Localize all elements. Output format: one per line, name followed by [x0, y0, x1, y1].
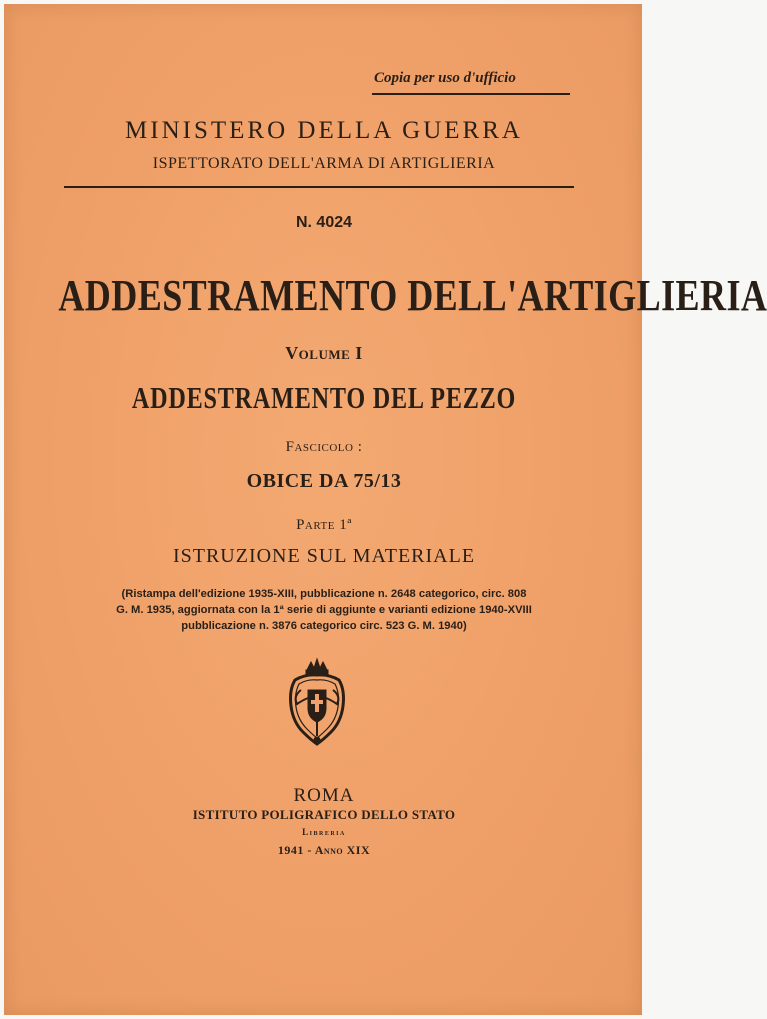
- reprint-note-line-3: pubblicazione n. 3876 categorico circ. 523 G. M. 1940): [181, 620, 467, 632]
- imprint-year: 1941 - Anno XIX: [277, 843, 371, 857]
- imprint-bookshop: Libreria: [302, 827, 346, 837]
- office-copy-stamp: Copia per uso d'ufficio: [372, 67, 570, 95]
- imprint-publisher: ISTITUTO POLIGRAFICO DELLO STATO: [192, 807, 456, 822]
- publication-number: N. 4024: [295, 214, 353, 231]
- parte-label: Parte 1ª: [296, 517, 352, 533]
- reprint-note-line-1: (Ristampa dell'edizione 1935-XIII, pubblicazione n. 2648 categorico, circ. 808: [121, 588, 527, 600]
- ministry-heading: MINISTERO DELLA GUERRA: [125, 117, 523, 144]
- header-divider: [64, 186, 574, 188]
- fascicolo-title: OBICE DA 75/13: [246, 470, 402, 492]
- main-title: ADDESTRAMENTO DELL'ARTIGLIERIA: [58, 271, 767, 320]
- reprint-note: [60, 586, 588, 634]
- state-coat-of-arms-icon: [281, 656, 353, 748]
- fascicolo-label: Fascicolo :: [285, 439, 363, 455]
- volume-label: Volume I: [285, 343, 363, 363]
- parte-title: ISTRUZIONE SUL MATERIALE: [172, 545, 476, 567]
- imprint-city: ROMA: [293, 785, 355, 806]
- reprint-note-line-2: G. M. 1935, aggiornata con la 1ª serie di aggiunte e varianti edizione 1940-XVIII: [116, 604, 532, 616]
- inspectorate-heading: ISPETTORATO DELL'ARMA DI ARTIGLIERIA: [152, 155, 496, 172]
- volume-title: ADDESTRAMENTO DEL PEZZO: [131, 380, 517, 415]
